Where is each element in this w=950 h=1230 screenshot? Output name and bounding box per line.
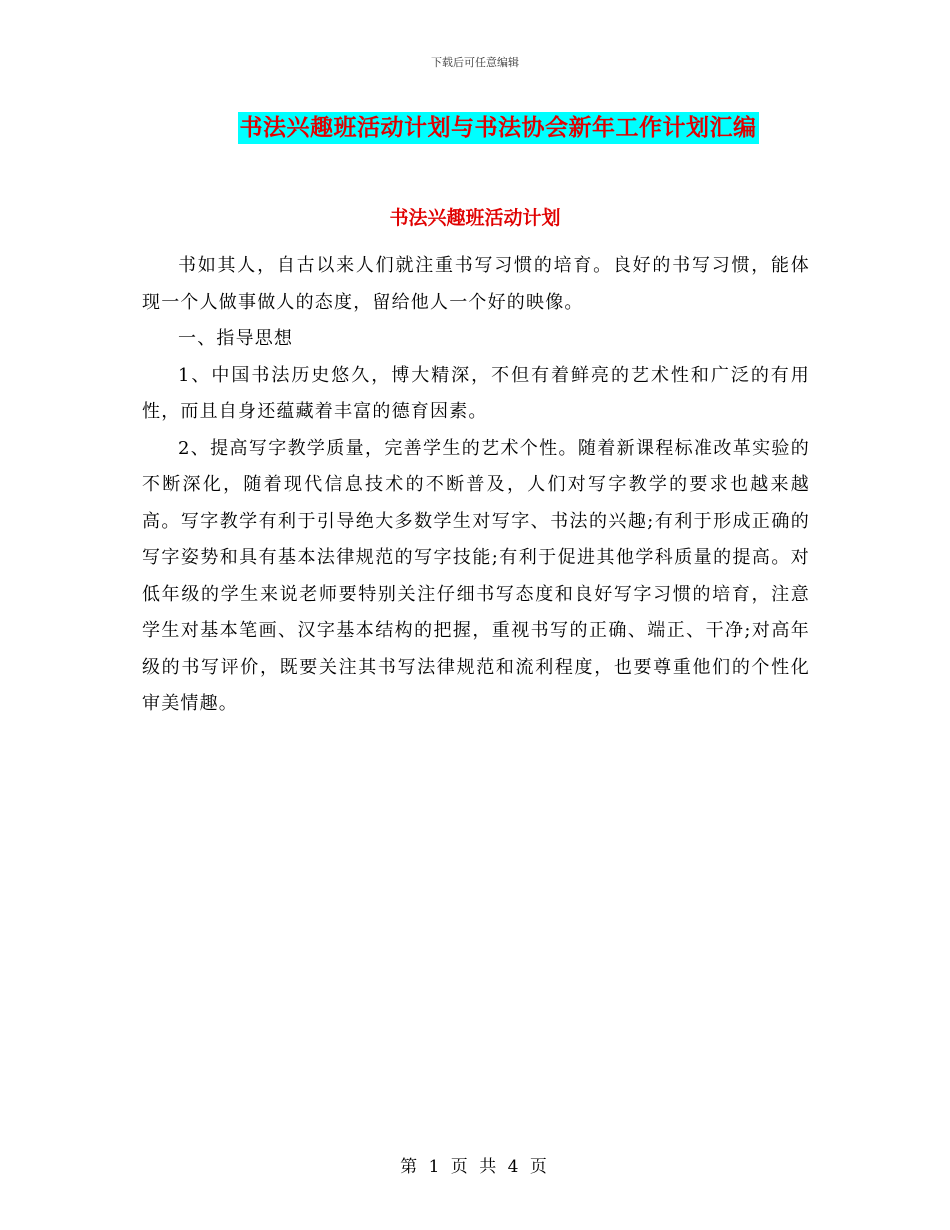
footer-page-suffix: 页 — [529, 1157, 550, 1177]
paragraph-heading-guiding-thought: 一、指导思想 — [178, 328, 294, 349]
footer-page-prefix: 第 — [400, 1157, 421, 1177]
body-text — [142, 248, 810, 723]
footer-page-total: 4 — [507, 1157, 522, 1177]
header-note: 下载后可任意编辑 — [431, 56, 519, 69]
document-title: 书法兴趣班活动计划与书法协会新年工作计划汇编 — [238, 112, 759, 144]
paragraph-point-2: 2、提高写字教学质量，完善学生的艺术个性。随着新课程标准改革实验的不断深化，随着现代信息技术的不断普及，人们对写字教学的要求也越来越高。写字教学有利于引导绝大多数学生对写字、书法的兴趣;有利于形成正确的写字姿势和具有基本法律规范的写字技能;有利于促进其他学科质量的提高。对低年级的学生来说老师要特别关注仔细书写态度和良好写字习惯的培育，注意学生对基本笔画、汉字基本结构的把握，重视书写的正确、端正、干净;对高年级的书写评价，既要关注其书写法律规范和流利程度，也要尊重他们的个性化审美情趣。 — [142, 437, 810, 714]
paragraph-point-1: 1、中国书法历史悠久，博大精深，不但有着鲜亮的艺术性和广泛的有用性，而且自身还蕴藏着丰富的德育因素。 — [142, 364, 810, 422]
document-title-container — [0, 112, 950, 144]
paragraph-intro: 书如其人，自古以来人们就注重书写习惯的培育。良好的书写习惯，能体现一个人做事做人的态度，留给他人一个好的映像。 — [142, 255, 810, 313]
footer-page-number: 1 — [428, 1157, 443, 1177]
section-title: 书法兴趣班活动计划 — [389, 207, 561, 229]
footer-page-mid: 页 共 — [450, 1157, 500, 1177]
page-footer — [0, 1152, 950, 1177]
